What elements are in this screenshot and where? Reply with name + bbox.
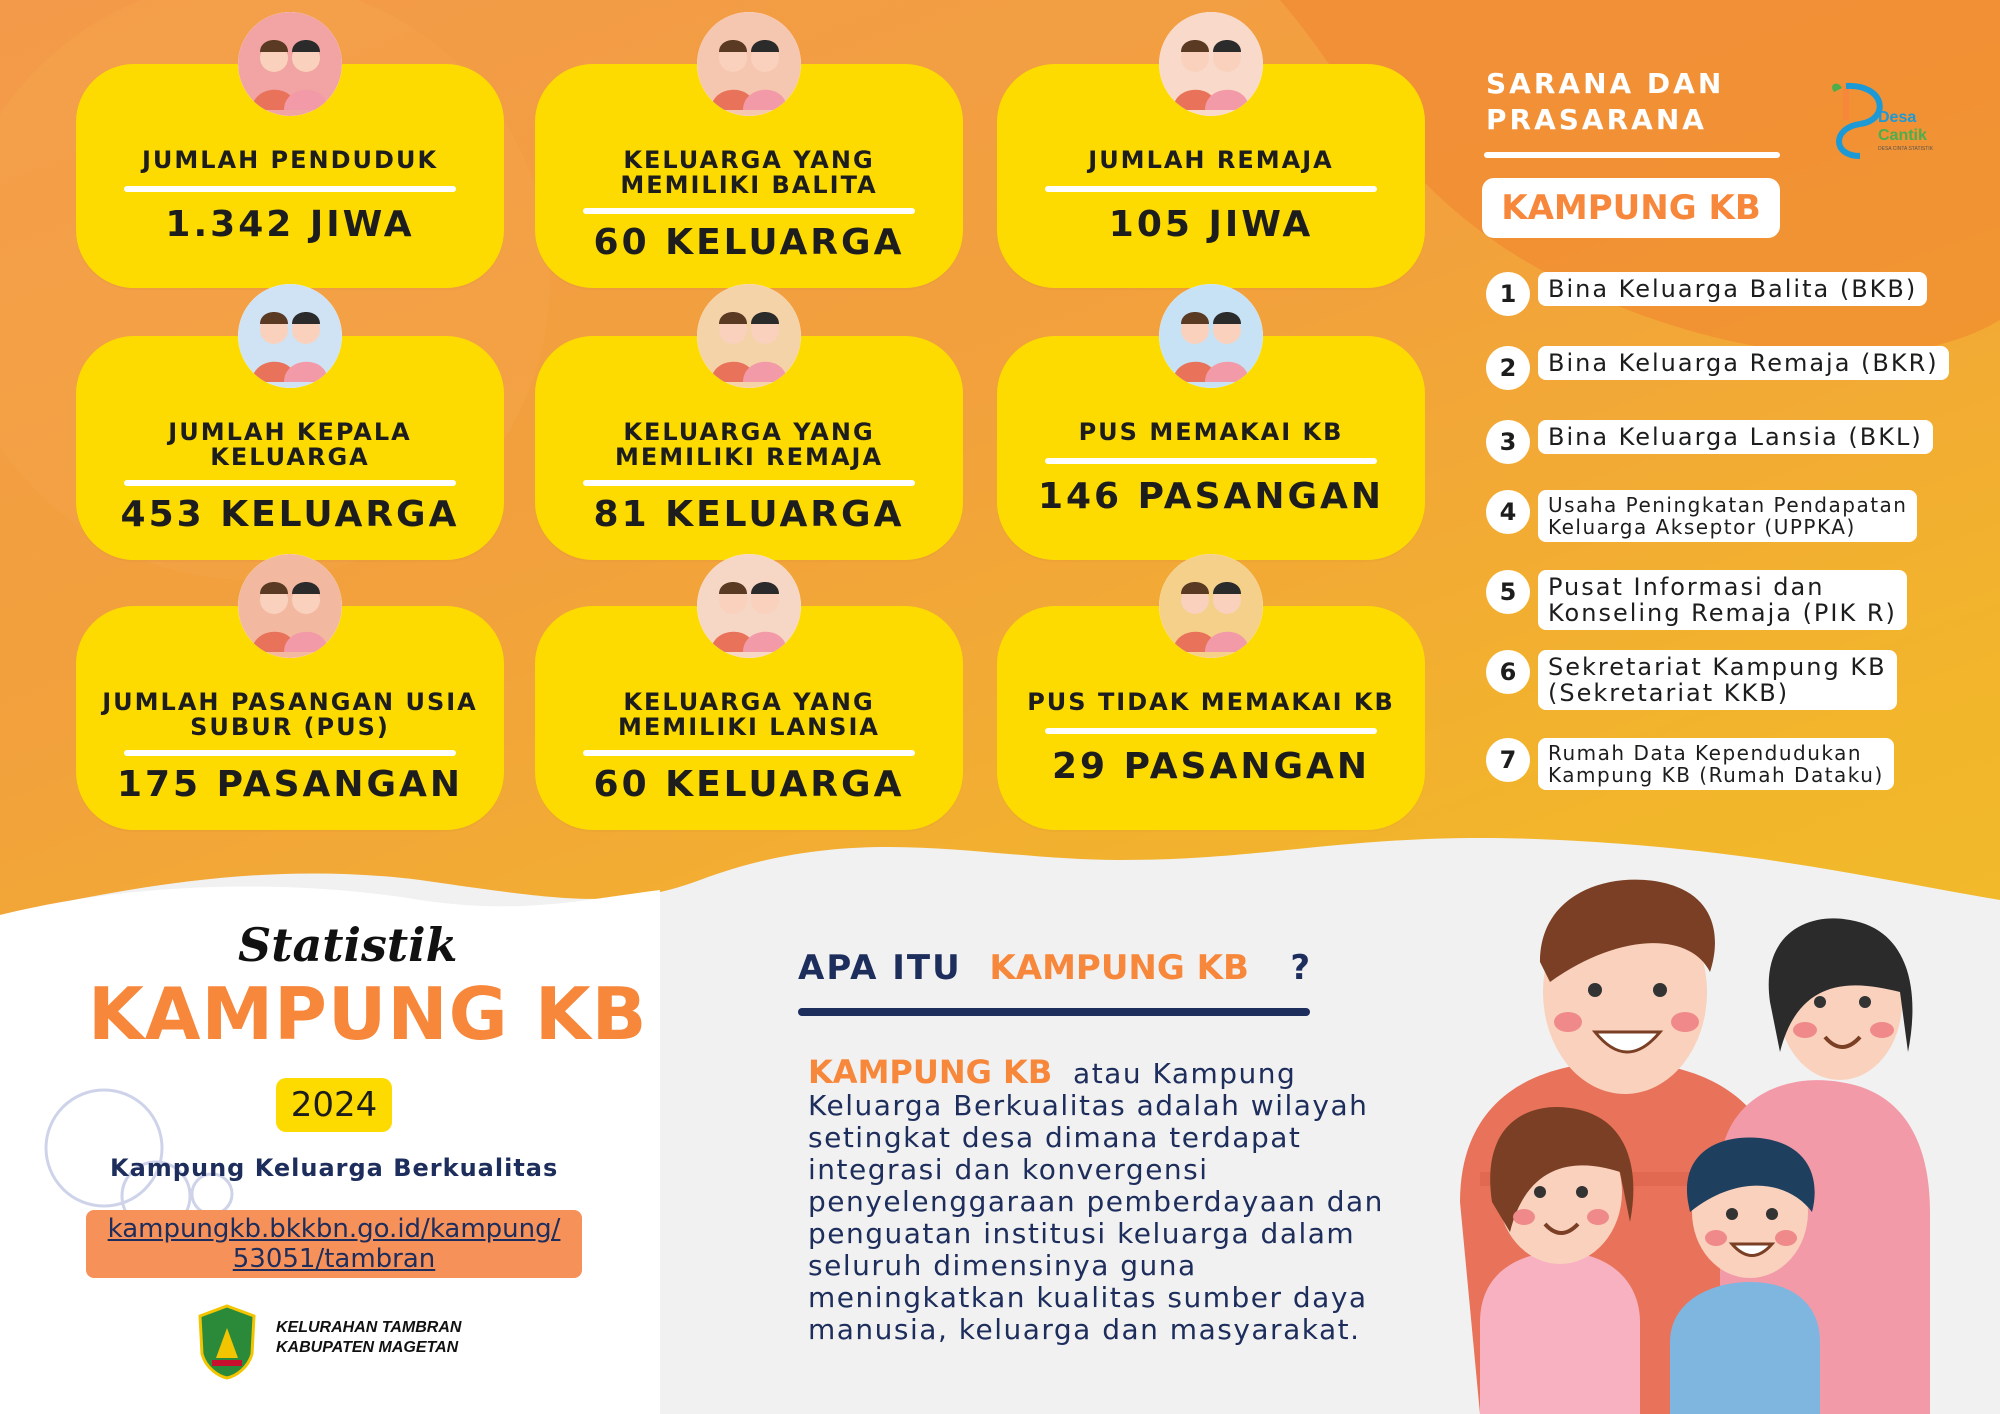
teen-couple-icon [697,284,801,388]
facility-label: Bina Keluarga Remaja (BKR) [1538,346,1949,380]
stat-label: PUS MEMAKAI KB [1078,418,1344,446]
apa-heading: APA ITU KAMPUNG KB ? [798,948,1313,988]
stat-label: KELUARGA YANG MEMILIKI LANSIA [618,688,880,741]
facility-label: Bina Keluarga Balita (BKB) [1538,272,1927,306]
stat-divider [124,480,456,486]
facility-number: 4 [1486,490,1530,534]
teenagers-icon [1159,12,1263,116]
kampung-description: KAMPUNG KB atau Kampung Keluarga Berkualitas adalah wilayah setingkat desa dimana terdapat integrasi dan konvergensi penyelenggaraan pemberdayaan dan penguatan institusi keluarga dalam seluruh dimensinya guna meningkatkan kualitas sumber daya manusia, keluarga dan masyarakat. [808,1053,1384,1346]
stat-card [997,606,1425,830]
stat-value: 146 PASANGAN [1037,476,1385,517]
stat-value: 453 KELUARGA [120,494,460,535]
kampung-kb-title: KAMPUNG KB [88,972,648,1056]
stat-divider [124,186,456,192]
stat-label: JUMLAH PASANGAN USIA SUBUR (PUS) [102,688,478,741]
stat-label: JUMLAH KEPALA KELUARGA [168,418,412,471]
year-badge: 2024 [276,1078,392,1132]
stat-divider [583,480,915,486]
url-line-2[interactable]: 53051/tambran [232,1244,436,1274]
stat-card [76,64,504,288]
stat-value: 1.342 JIWA [165,204,415,245]
facility-number: 5 [1486,570,1530,614]
stat-divider [583,208,915,214]
svg-text:Cantik: Cantik [1878,127,1927,144]
stat-value: 105 JIWA [1108,204,1314,245]
facility-label: Sekretariat Kampung KB (Sekretariat KKB) [1538,650,1897,710]
facility-number: 3 [1486,420,1530,464]
url-line-1[interactable]: kampungkb.bkkbn.go.id/kampung/ [107,1214,561,1244]
facility-number: 1 [1486,272,1530,316]
facility-label: Rumah Data Kependudukan Kampung KB (Rumah Dataku) [1538,738,1894,790]
organization-name: KELURAHAN TAMBRAN KABUPATEN MAGETAN [276,1319,462,1356]
stat-label: KELUARGA YANG MEMILIKI REMAJA [614,418,884,471]
stat-card [76,606,504,830]
stat-label: KELUARGA YANG MEMILIKI BALITA [620,146,878,199]
umbrella-family-icon [1159,284,1263,388]
stat-card [997,64,1425,288]
stat-label: JUMLAH REMAJA [1088,146,1334,174]
family-portrait-icon [238,284,342,388]
svg-text:Desa: Desa [1878,109,1917,126]
stat-divider [1045,728,1377,734]
desa-cantik-logo-icon [1826,80,1946,160]
facility-label: Bina Keluarga Lansia (BKL) [1538,420,1933,454]
elderly-couple-icon [697,554,801,658]
stat-card [535,336,963,560]
sarana-divider [1484,152,1780,158]
stat-value: 81 KELUARGA [593,494,905,535]
stat-label: JUMLAH PENDUDUK [141,146,439,174]
kampung-url-link[interactable] [86,1210,582,1278]
stat-value: 175 PASANGAN [116,764,464,805]
stat-card [535,606,963,830]
svg-text:DESA CINTA STATISTIK: DESA CINTA STATISTIK [1878,146,1934,152]
facility-number: 6 [1486,650,1530,694]
stat-divider [1045,186,1377,192]
kampung-kb-pill: KAMPUNG KB [1482,178,1780,238]
couple-icon [238,554,342,658]
happy-family-illustration [1420,872,1940,1414]
hugging-couple-icon [1159,554,1263,658]
stat-divider [1045,458,1377,464]
statistik-script-title: Statistik [238,918,458,972]
stat-card [76,336,504,560]
apa-divider [798,1008,1310,1016]
kampung-subtitle: Kampung Keluarga Berkualitas [110,1154,559,1182]
stat-divider [124,750,456,756]
magetan-emblem-icon [196,1304,258,1380]
stat-value: 29 PASANGAN [1051,746,1371,787]
family-crowd-icon [238,12,342,116]
stat-card [997,336,1425,560]
stat-value: 60 KELUARGA [593,222,905,263]
facility-label: Usaha Peningkatan Pendapatan Keluarga Akseptor (UPPKA) [1538,490,1917,542]
facility-label: Pusat Informasi dan Konseling Remaja (PIK R) [1538,570,1907,630]
stat-card [535,64,963,288]
stat-divider [583,750,915,756]
stat-label: PUS TIDAK MEMAKAI KB [1027,688,1395,716]
sarana-title: SARANA DAN PRASARANA [1486,67,1725,136]
stat-value: 60 KELUARGA [593,764,905,805]
parents-baby-icon [697,12,801,116]
facility-number: 2 [1486,346,1530,390]
facility-number: 7 [1486,738,1530,782]
